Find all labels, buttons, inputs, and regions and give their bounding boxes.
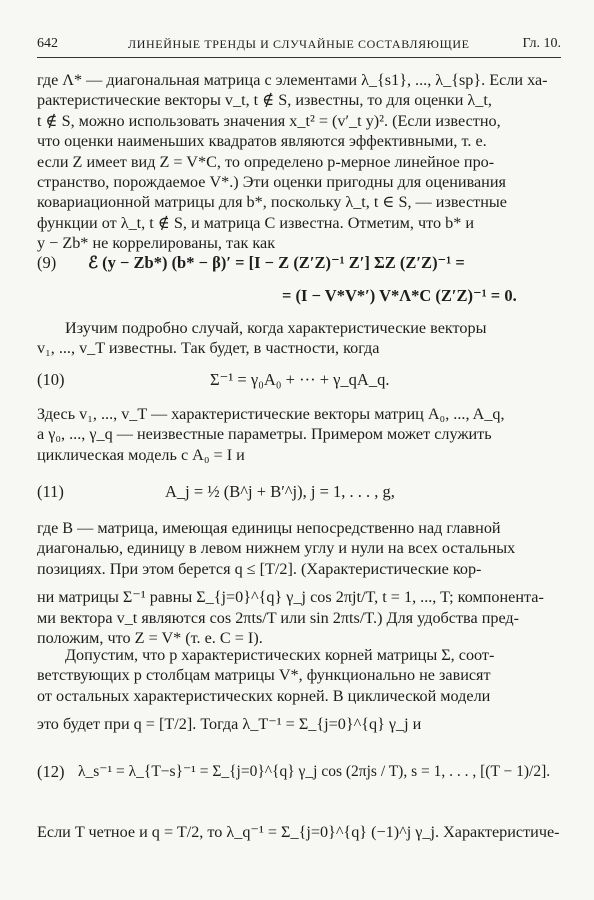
equation-number-9: (9) [37,253,57,272]
running-title: ЛИНЕЙНЫЕ ТРЕНДЫ И СЛУЧАЙНЫЕ СОСТАВЛЯЮЩИЕ [128,37,470,51]
text-line: странство, порождаемое V*.) Эти оценки пригодны для оценивания [37,173,506,192]
equation-number-11: (11) [37,482,64,501]
paragraph-2 [37,318,561,359]
equation-number-12: (12) [37,762,65,781]
equation-9-line-2: = (I − V*V*′) V*Λ*C (Z′Z)⁻¹ = 0. [282,286,517,305]
text-line: Если T четное и q = T/2, то λ_q⁻¹ = Σ_{j=0}^{q} (−1)^j γ_j. Характеристиче- [37,823,560,841]
chapter-label: Гл. 10. [522,36,561,51]
text-line: позициях. При этом берется q ≤ [T/2]. (Характеристические кор- [37,559,482,578]
text-line: рактеристические векторы v_t, t ∉ S, известны, то для оценки λ_t, [37,91,492,110]
paragraph-5 [37,645,561,735]
text-line: ми вектора v_t являются cos 2πts/T или sin 2πts/T.) Для удобства пред- [37,608,520,627]
paragraph-4 [37,518,561,648]
text-line: y − Zb* не коррелированы, так как [37,234,276,253]
text-line: Здесь v₁, ..., v_T — характеристические векторы матриц A₀, ..., A_q, [37,405,505,423]
text-line: если Z имеет вид Z = V*C, то определено p-мерное линейное про- [37,152,495,171]
equation-9-line-1: ℰ (y − Zb*) (b* − β)′ = [I − Z (Z′Z)⁻¹ Z′] ΣZ (Z′Z)⁻¹ = [88,253,465,272]
equation-12: λ_s⁻¹ = λ_{T−s}⁻¹ = Σ_{j=0}^{q} γ_j cos (2πjs / T), s = 1, . . . , [(T − 1)/2]. [78,763,551,780]
equation-11: A_j = ½ (B^j + B′^j), j = 1, . . . , g, [165,482,395,501]
paragraph-1 [37,70,561,254]
text-line: Изучим подробно случай, когда характеристические векторы [65,319,487,337]
text-line: функции от λ_t, t ∉ S, и матрица C известна. Отметим, что b* и [37,213,475,232]
text-line: это будет при q = [T/2]. Тогда λ_T⁻¹ = Σ_{j=0}^{q} γ_j и [37,715,422,734]
text-line: что оценки наименьших квадратов являются эффективными, т. е. [37,132,487,151]
paragraph-3 [37,404,561,465]
paragraph-6 [37,822,561,842]
running-header [37,36,561,56]
text-line: положим, что Z = V* (т. е. C = I). [37,629,263,648]
header-rule [37,57,561,58]
text-line: t ∉ S, можно использовать значения x_t² = (v′_t y)². (Если известно, [37,111,501,130]
page-number: 642 [37,36,58,51]
text-line: v₁, ..., v_T известны. Так будет, в частности, когда [37,339,380,358]
text-line: циклическая модель с A₀ = I и [37,445,245,464]
text-line: диагональю, единицу в левом нижнем углу и нули на всех остальных [37,539,516,558]
text-line: ни матрицы Σ⁻¹ равны Σ_{j=0}^{q} γ_j cos 2πjt/T, t = 1, ..., T; компонента- [37,588,544,607]
text-line: а γ₀, ..., γ_q — неизвестные параметры. Примером может служить [37,425,492,444]
equation-10: Σ⁻¹ = γ₀A₀ + ··· + γ_qA_q. [210,370,390,389]
text-line: Допустим, что p характеристических корней матрицы Σ, соот- [65,646,495,664]
text-line: от остальных характеристических корней. В циклической модели [37,686,491,705]
text-line: ветствующих p столбцам матрицы V*, функционально не зависят [37,666,491,685]
equation-number-10: (10) [37,370,65,389]
text-line: где Λ* — диагональная матрица с элементами λ_{s1}, ..., λ_{sp}. Если ха- [37,71,548,89]
text-line: где B — матрица, имеющая единицы непосредственно над главной [37,519,501,537]
text-line: ковариационной матрицы для b*, поскольку λ_t, t ∈ S, — известные [37,193,507,212]
